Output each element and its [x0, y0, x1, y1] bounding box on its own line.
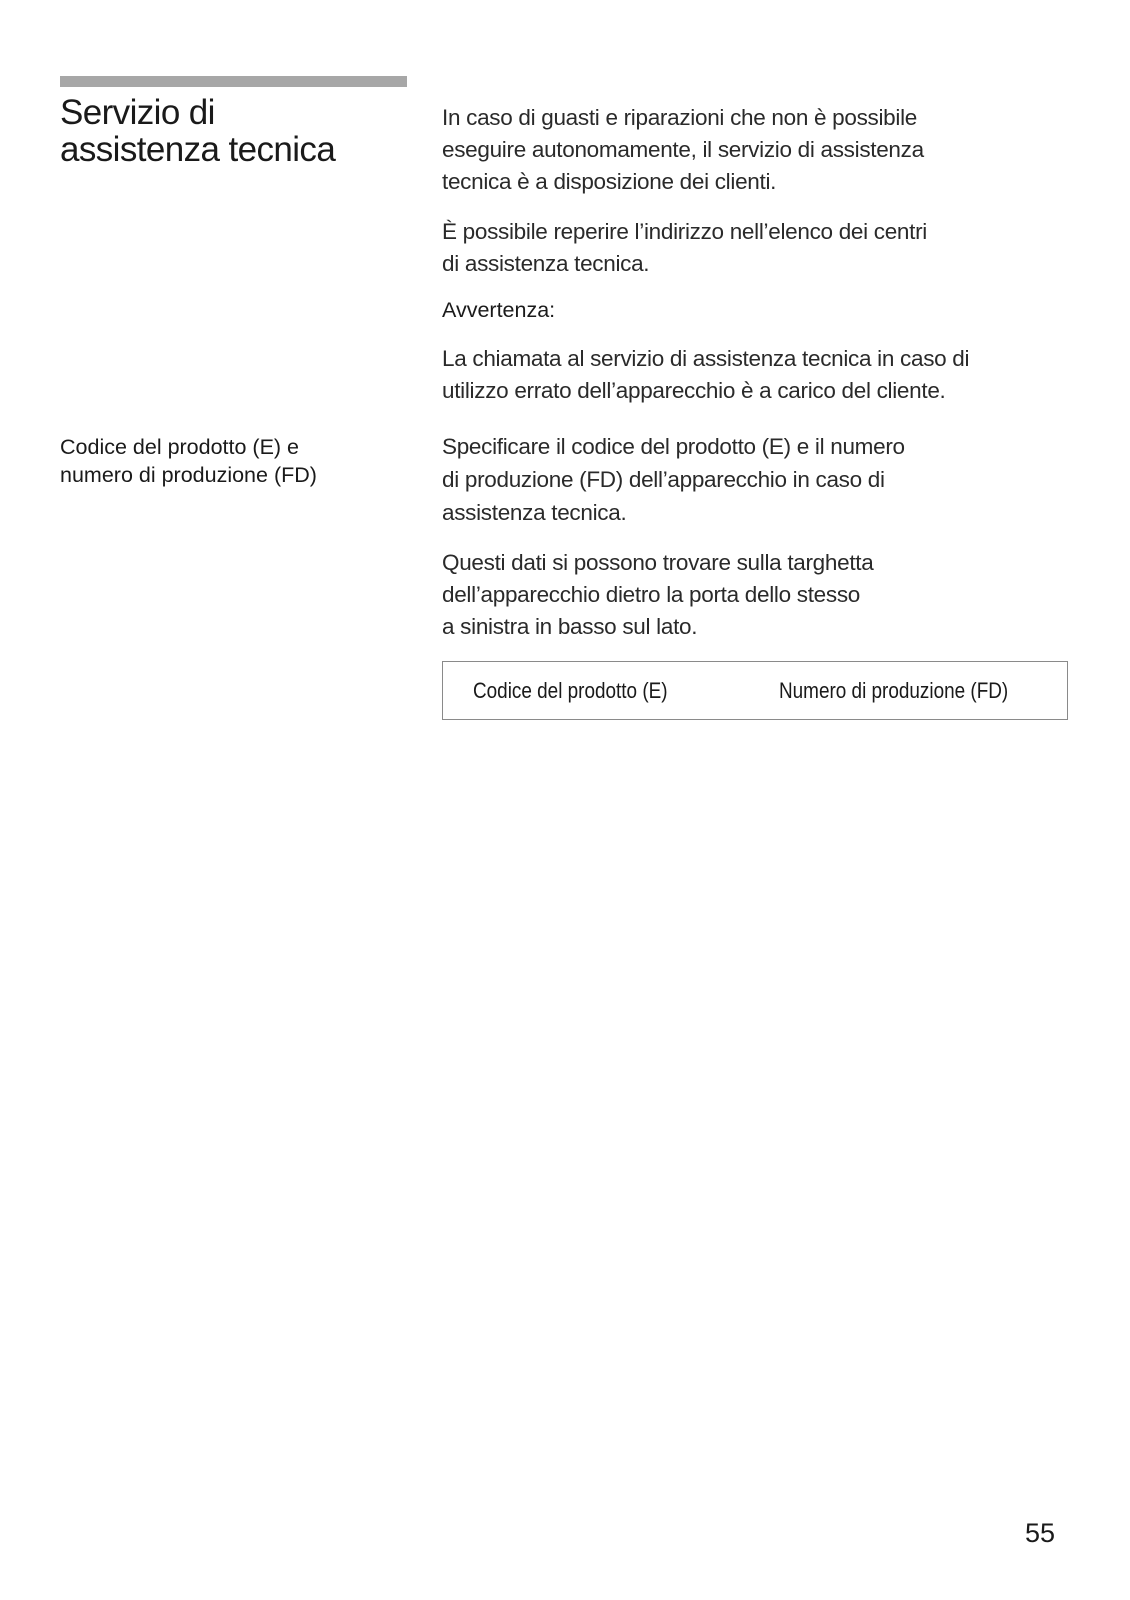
rating-plate-code-box — [442, 661, 1068, 720]
location-line: Questi dati si possono trovare sulla targhetta — [442, 550, 874, 575]
intro-line: In caso di guasti e riparazioni che non è possibile — [442, 105, 917, 130]
page-title-line-2: assistenza tecnica — [60, 130, 336, 169]
page-title — [60, 94, 420, 168]
warning-line: La chiamata al servizio di assistenza tecnica in caso di — [442, 346, 970, 371]
warning-line: utilizzo errato dell’apparecchio è a carico del cliente. — [442, 378, 946, 403]
location-line: dell’apparecchio dietro la porta dello stesso — [442, 582, 861, 607]
page-title-line-1: Servizio di — [60, 93, 215, 132]
product-code-heading-line: Codice del prodotto (E) e — [60, 435, 300, 459]
intro-paragraph — [442, 102, 924, 198]
product-code-heading-line: numero di produzione (FD) — [60, 463, 317, 487]
location-line: a sinistra in basso sul lato. — [442, 614, 698, 639]
warning-paragraph — [442, 343, 969, 407]
address-paragraph — [442, 216, 927, 280]
product-code-label: Codice del prodotto (E) — [473, 678, 668, 703]
address-line: È possibile reperire l’indirizzo nell’elenco dei centri — [442, 219, 927, 244]
specify-paragraph — [442, 430, 905, 529]
section-rule — [60, 76, 407, 87]
product-code-heading — [60, 433, 405, 489]
page-number: 55 — [1025, 1518, 1056, 1548]
specify-line: Specificare il codice del prodotto (E) e il numero — [442, 434, 905, 459]
location-paragraph — [442, 547, 873, 643]
specify-line: assistenza tecnica. — [442, 500, 627, 525]
intro-line: eseguire autonomamente, il servizio di assistenza — [442, 137, 924, 162]
specify-line: di produzione (FD) dell’apparecchio in caso di — [442, 467, 885, 492]
intro-line: tecnica è a disposizione dei clienti. — [442, 169, 777, 194]
production-number-label: Numero di produzione (FD) — [779, 678, 1009, 703]
address-line: di assistenza tecnica. — [442, 251, 650, 276]
warning-heading: Avvertenza: — [442, 298, 556, 322]
